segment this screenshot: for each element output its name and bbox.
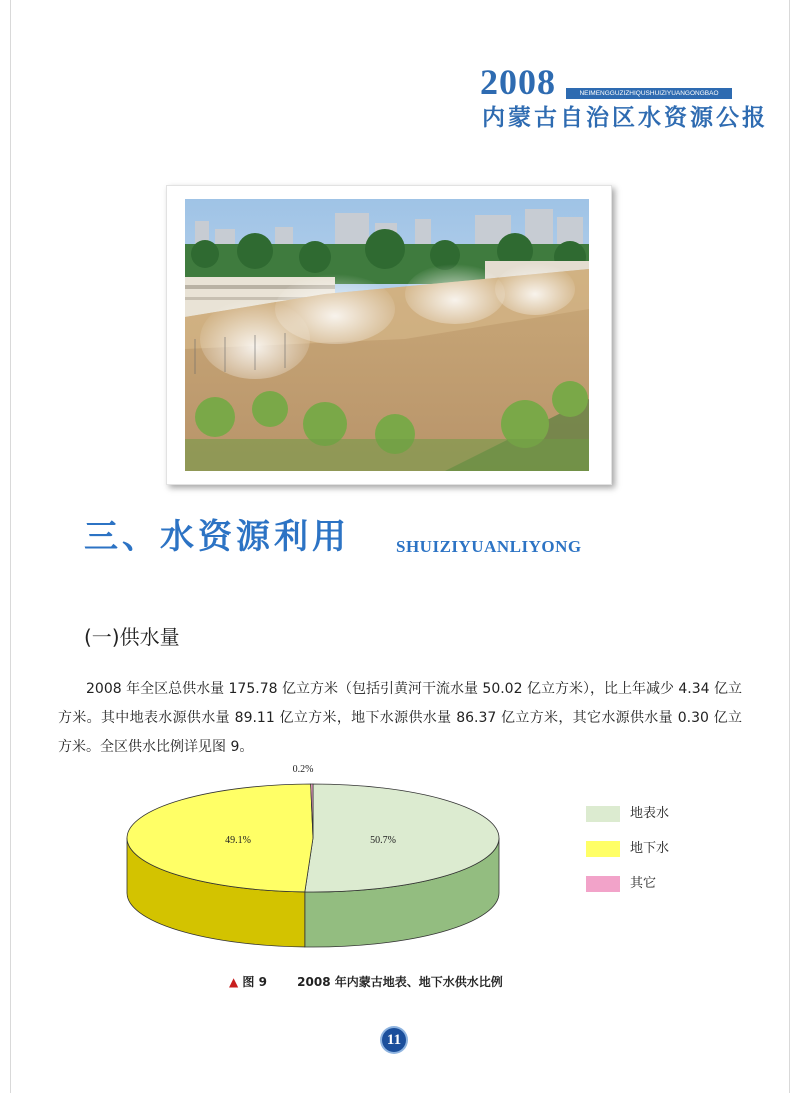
pie-data-label: 0.2% <box>292 764 314 775</box>
legend-swatch <box>586 841 620 857</box>
legend-label: 其它 <box>630 876 657 891</box>
caption-marker-icon: ▲ <box>229 975 239 989</box>
figure-caption <box>229 973 503 990</box>
photo-frame <box>166 185 612 485</box>
caption-figure-label: 图 9 <box>242 975 267 989</box>
irrigation-photo <box>185 199 589 471</box>
header-band-text: NEIMENGGUZIZHIQUSHUIZIYUANGONGBAO <box>566 88 732 99</box>
page-number: 11 <box>382 1028 406 1052</box>
pie-data-label: 49.1% <box>225 835 251 846</box>
caption-text: 2008 年内蒙古地表、地下水供水比例 <box>297 975 503 989</box>
legend-swatch <box>586 876 620 892</box>
legend-label: 地下水 <box>630 841 670 856</box>
pie-chart <box>120 758 520 958</box>
legend-item-ground <box>586 841 669 876</box>
photo-illustration <box>185 199 589 471</box>
legend-item-other <box>586 876 669 911</box>
section-title: 三、水资源利用 <box>84 517 350 557</box>
subsection-title: (一)供水量 <box>84 625 180 649</box>
section-title-english: SHUIZIYUANLIYONG <box>396 537 582 556</box>
chart-legend <box>586 806 669 911</box>
legend-swatch <box>586 806 620 822</box>
pie-data-label: 50.7% <box>370 835 396 846</box>
legend-item-surface <box>586 806 669 841</box>
header-title: 内蒙古自治区水资源公报 <box>482 104 768 131</box>
body-paragraph: 2008 年全区总供水量 175.78 亿立方米（包括引黄河干流水量 50.02 亿立方米），比上年减少 4.34 亿立方米。其中地表水源供水量 89.11 亿立方米，地下水源供水量 86.37 亿立方米，其它水源供水量 0.30 亿立方米。全区供水比例详见图 9。 <box>58 681 743 755</box>
header-year: 2008 <box>480 62 556 102</box>
legend-label: 地表水 <box>630 806 670 821</box>
